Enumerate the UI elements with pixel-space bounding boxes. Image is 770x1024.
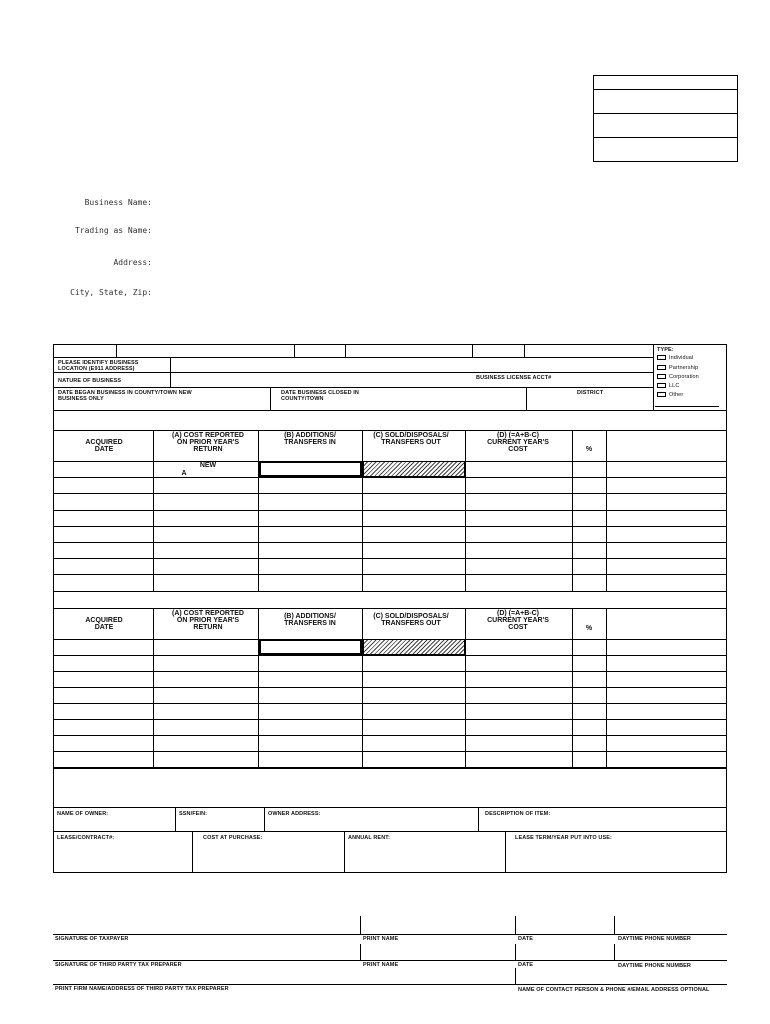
type-option: Corporation — [669, 374, 699, 380]
additions-first-cell[interactable] — [259, 639, 362, 655]
rule — [655, 406, 719, 407]
daytime-phone-label-2: DAYTIME PHONE NUMBER — [618, 963, 691, 969]
rule — [515, 944, 516, 961]
owner-address-label: OWNER ADDRESS: — [268, 811, 321, 817]
row-rule — [53, 493, 727, 494]
contact-label: NAME OF CONTACT PERSON & PHONE #/EMAIL ADDRESS OPTIONAL — [518, 987, 710, 993]
col-c-header: (C) SOLD/DISPOSALS/ TRANSFERS OUT — [373, 432, 449, 446]
signature-line[interactable] — [53, 960, 727, 961]
rule — [175, 807, 176, 832]
type-checkbox-corporation[interactable] — [657, 374, 666, 379]
annual-rent-label: ANNUAL RENT: — [348, 835, 391, 841]
row-rule — [53, 751, 727, 752]
row-rule — [53, 542, 727, 543]
business-name-label: Business Name: — [84, 198, 152, 207]
print-name-label: PRINT NAME — [363, 936, 399, 942]
rule — [614, 916, 615, 935]
name-of-owner-label: NAME OF OWNER: — [57, 811, 109, 817]
signature-line[interactable] — [53, 984, 727, 985]
date-label: DATE — [518, 936, 533, 942]
col-c-header: (C) SOLD/DISPOSALS/ TRANSFERS OUT — [373, 613, 449, 627]
sig-taxpayer-label: SIGNATURE OF TAXPAYER — [55, 936, 129, 942]
hatched-cell — [363, 639, 465, 655]
row-rule — [53, 719, 727, 720]
rule — [345, 344, 346, 358]
type-option: Other — [669, 392, 684, 398]
row-rule — [53, 477, 727, 478]
row-rule — [53, 655, 727, 656]
a-label: A — [181, 470, 187, 477]
rule — [653, 344, 654, 411]
daytime-phone-label: DAYTIME PHONE NUMBER — [618, 936, 691, 942]
trading-as-label: Trading as Name: — [74, 226, 152, 235]
pct-header: % — [585, 446, 593, 453]
row-rule — [53, 687, 727, 688]
rule — [53, 768, 727, 769]
col-a-header: (A) COST REPORTED ON PRIOR YEAR'S RETURN — [172, 432, 244, 453]
rule — [53, 430, 727, 431]
rule — [53, 357, 653, 358]
type-option: Partnership — [669, 365, 699, 371]
rule — [478, 807, 479, 832]
acquired-date-header: ACQUIRED DATE — [85, 617, 123, 631]
office-use-divider — [593, 113, 738, 114]
rule — [53, 608, 727, 609]
rule — [524, 344, 525, 358]
rule — [53, 831, 727, 832]
type-label: TYPE: — [657, 347, 674, 353]
type-option: Individual — [669, 355, 694, 361]
row-rule — [53, 767, 727, 768]
type-checkbox-individual[interactable] — [657, 355, 666, 360]
col-d-header: (D) (=A+B-C) CURRENT YEAR'S COST — [487, 432, 549, 453]
hatched-cell — [363, 461, 465, 477]
sig-preparer-label: SIGNATURE OF THIRD PARTY TAX PREPARER — [55, 962, 182, 968]
row-rule — [53, 574, 727, 575]
office-use-divider — [593, 89, 738, 90]
rule — [515, 916, 516, 935]
date-label-2: DATE — [518, 962, 533, 968]
cost-at-purchase-label: COST AT PURCHASE: — [203, 835, 263, 841]
pct-header: % — [585, 625, 593, 632]
col-a-header: (A) COST REPORTED ON PRIOR YEAR'S RETURN — [172, 610, 244, 631]
type-checkbox-other[interactable] — [657, 392, 666, 397]
rule — [360, 944, 361, 961]
district-label: DISTRICT — [577, 390, 604, 396]
row-rule — [53, 510, 727, 511]
rule — [360, 916, 361, 935]
row-rule — [53, 703, 727, 704]
rule — [53, 372, 653, 373]
description-label: DESCRIPTION OF ITEM: — [485, 811, 551, 817]
row-rule — [53, 735, 727, 736]
row-rule — [53, 671, 727, 672]
row-rule — [53, 558, 727, 559]
row-rule — [53, 526, 727, 527]
city-state-zip-label: City, State, Zip: — [70, 288, 152, 297]
address-label: Address: — [113, 258, 152, 267]
signature-line[interactable] — [53, 934, 727, 935]
rule — [53, 410, 727, 411]
type-option: LLC — [669, 383, 680, 389]
col-b-header: (B) ADDITIONS/ TRANSFERS IN — [284, 432, 336, 446]
type-checkbox-partnership[interactable] — [657, 365, 666, 370]
rule — [264, 807, 265, 832]
date-began-label: DATE BEGAN BUSINESS IN COUNTY/TOWN NEW BUSINESS ONLY — [58, 390, 192, 402]
nature-label: NATURE OF BUSINESS — [58, 378, 122, 384]
firm-name-label: PRINT FIRM NAME/ADDRESS OF THIRD PARTY TAX PREPARER — [55, 986, 229, 992]
rule — [53, 387, 653, 388]
col-b-header: (B) ADDITIONS/ TRANSFERS IN — [284, 613, 336, 627]
rule — [472, 344, 473, 358]
rule — [53, 807, 727, 808]
rule — [505, 831, 506, 873]
rule — [526, 387, 527, 411]
lease-term-label: LEASE TERM/YEAR PUT INTO USE: — [515, 835, 612, 841]
date-closed-label: DATE BUSINESS CLOSED IN COUNTY/TOWN — [281, 390, 359, 402]
acquired-date-header: ACQUIRED DATE — [85, 439, 123, 453]
identify-location-label: PLEASE IDENTIFY BUSINESS LOCATION (E911 ADDRESS) — [58, 360, 139, 372]
new-label: NEW — [199, 462, 217, 469]
rule — [294, 344, 295, 358]
lease-contract-label: LEASE/CONTRACT#: — [57, 835, 115, 841]
rule — [270, 387, 271, 411]
rule — [515, 968, 516, 985]
license-acct-label: BUSINESS LICENSE ACCT# — [476, 375, 552, 381]
col-d-header: (D) (=A+B-C) CURRENT YEAR'S COST — [487, 610, 549, 631]
rule — [116, 344, 117, 358]
rule — [614, 944, 615, 961]
rule — [344, 831, 345, 873]
type-checkbox-llc[interactable] — [657, 383, 666, 388]
row-rule — [53, 591, 727, 592]
office-use-divider — [593, 137, 738, 138]
rule — [192, 831, 193, 873]
additions-first-cell[interactable] — [259, 461, 362, 477]
ssn-fein-label: SSN/FEIN: — [179, 811, 208, 817]
print-name-label-2: PRINT NAME — [363, 962, 399, 968]
